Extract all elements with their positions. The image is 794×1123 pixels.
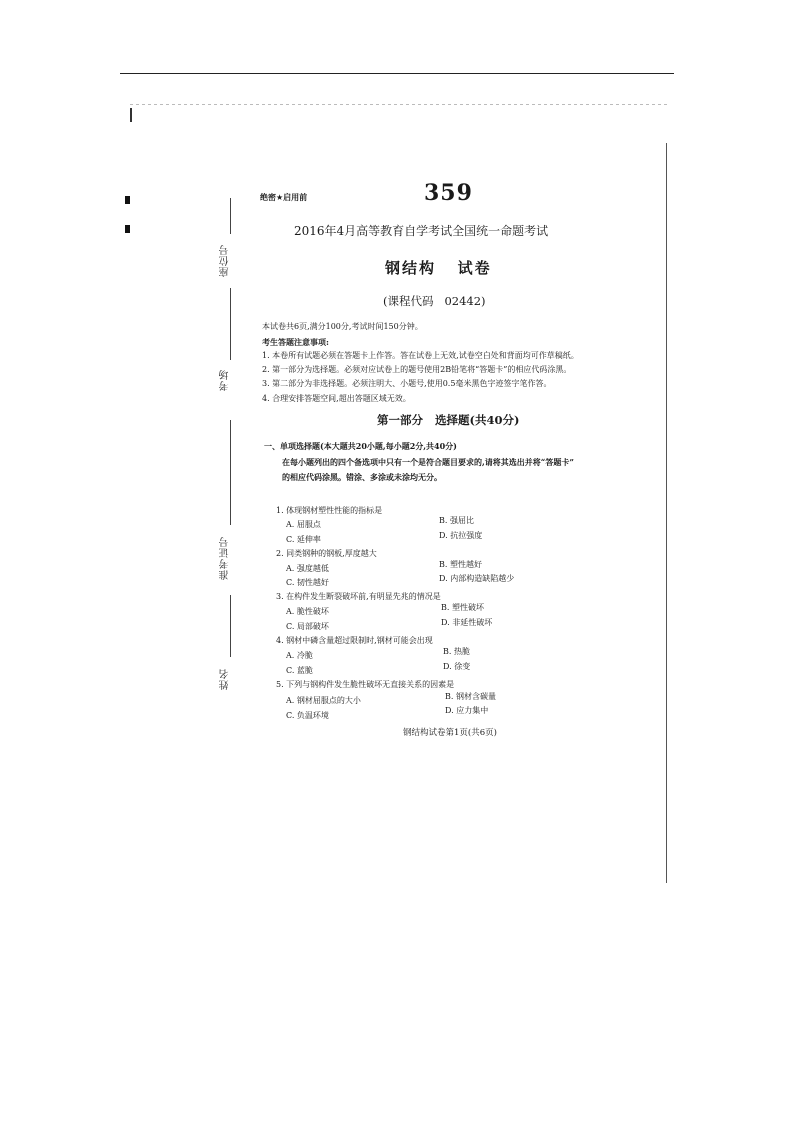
question-option: A. 钢材屈服点的大小 — [286, 696, 361, 705]
part-one-title: 第一部分 选择题(共40分) — [377, 413, 520, 427]
question-option: D. 徐变 — [443, 662, 471, 671]
question-option: C. 负温环境 — [286, 711, 329, 720]
scan-tick — [130, 108, 132, 122]
note-item: 1. 本卷所有试题必须在答题卡上作答。答在试卷上无效,试卷空白处和背面均可作草稿纸。 — [262, 351, 579, 360]
question-option: D. 抗拉强度 — [439, 531, 483, 540]
question-option: A. 冷脆 — [286, 651, 313, 660]
question-stem: 2. 同类钢种的钢板,厚度越大 — [276, 549, 377, 558]
note-item: 3. 第二部分为非选择题。必须注明大、小题号,使用0.5毫米黑色字迹签字笔作答。 — [262, 379, 552, 388]
question-stem: 5. 下列与钢构件发生脆性破坏无直接关系的因素是 — [276, 680, 455, 689]
question-option: A. 屈服点 — [286, 520, 321, 529]
page-footer: 钢结构试卷第1页(共6页) — [403, 728, 497, 738]
scan-edge — [130, 104, 670, 105]
question-option: D. 应力集中 — [445, 706, 489, 715]
binding-line — [230, 288, 231, 360]
question-option: B. 塑性越好 — [439, 560, 482, 569]
binding-line — [230, 595, 231, 657]
exam-room-label: 考场 — [220, 369, 231, 391]
question-option: C. 延伸率 — [286, 535, 321, 544]
seat-number-label: 座位号 — [220, 244, 231, 277]
question-option: D. 内部构造缺陷越少 — [439, 574, 515, 583]
note-item: 2. 第一部分为选择题。必须对应试卷上的题号使用2B铅笔将“答题卡”的相应代码涂黑。 — [262, 365, 572, 374]
paper-code: 359 — [424, 180, 473, 206]
section-instruction: 的相应代码涂黑。错涂、多涂或未涂均无分。 — [282, 472, 442, 482]
top-rule — [120, 73, 674, 74]
paper-summary: 本试卷共6页,满分100分,考试时间150分钟。 — [262, 322, 423, 331]
notes-title: 考生答题注意事项: — [262, 337, 329, 347]
question-option: C. 蓝脆 — [286, 666, 313, 675]
question-option: A. 强度越低 — [286, 564, 329, 573]
ticket-number-label: 准考证号 — [220, 536, 231, 580]
page-right-edge — [666, 143, 667, 883]
question-option: A. 脆性破坏 — [286, 607, 329, 616]
section-heading: 一、单项选择题(本大题共20小题,每小题2分,共40分) — [264, 441, 457, 451]
question-option: B. 热脆 — [443, 647, 470, 656]
question-stem: 1. 体现钢材塑性性能的指标是 — [276, 506, 383, 515]
note-item: 4. 合理安排答题空间,超出答题区域无效。 — [262, 394, 411, 403]
question-stem: 4. 钢材中磷含量超过限制时,钢材可能会出现 — [276, 636, 433, 645]
secret-label: 绝密★启用前 — [260, 193, 308, 202]
registration-mark — [125, 196, 130, 204]
subject-title: 钢结构 试卷 — [385, 259, 492, 277]
course-code: (课程代码 02442) — [383, 294, 486, 308]
name-label: 姓名 — [220, 668, 231, 690]
question-option: B. 塑性破坏 — [441, 603, 484, 612]
question-option: C. 韧性越好 — [286, 578, 329, 587]
exam-title: 2016年4月高等教育自学考试全国统一命题考试 — [294, 224, 549, 238]
question-stem: 3. 在构件发生断裂破坏前,有明显先兆的情况是 — [276, 592, 441, 601]
section-instruction: 在每小题列出的四个备选项中只有一个是符合题目要求的,请将其选出并将“答题卡” — [282, 457, 574, 467]
question-option: B. 强屈比 — [439, 516, 474, 525]
question-option: D. 非延性破坏 — [441, 618, 493, 627]
question-option: B. 钢材含碳量 — [445, 692, 496, 701]
registration-mark — [125, 225, 130, 233]
binding-line — [230, 198, 231, 234]
binding-line — [230, 420, 231, 525]
question-option: C. 局部破坏 — [286, 622, 329, 631]
